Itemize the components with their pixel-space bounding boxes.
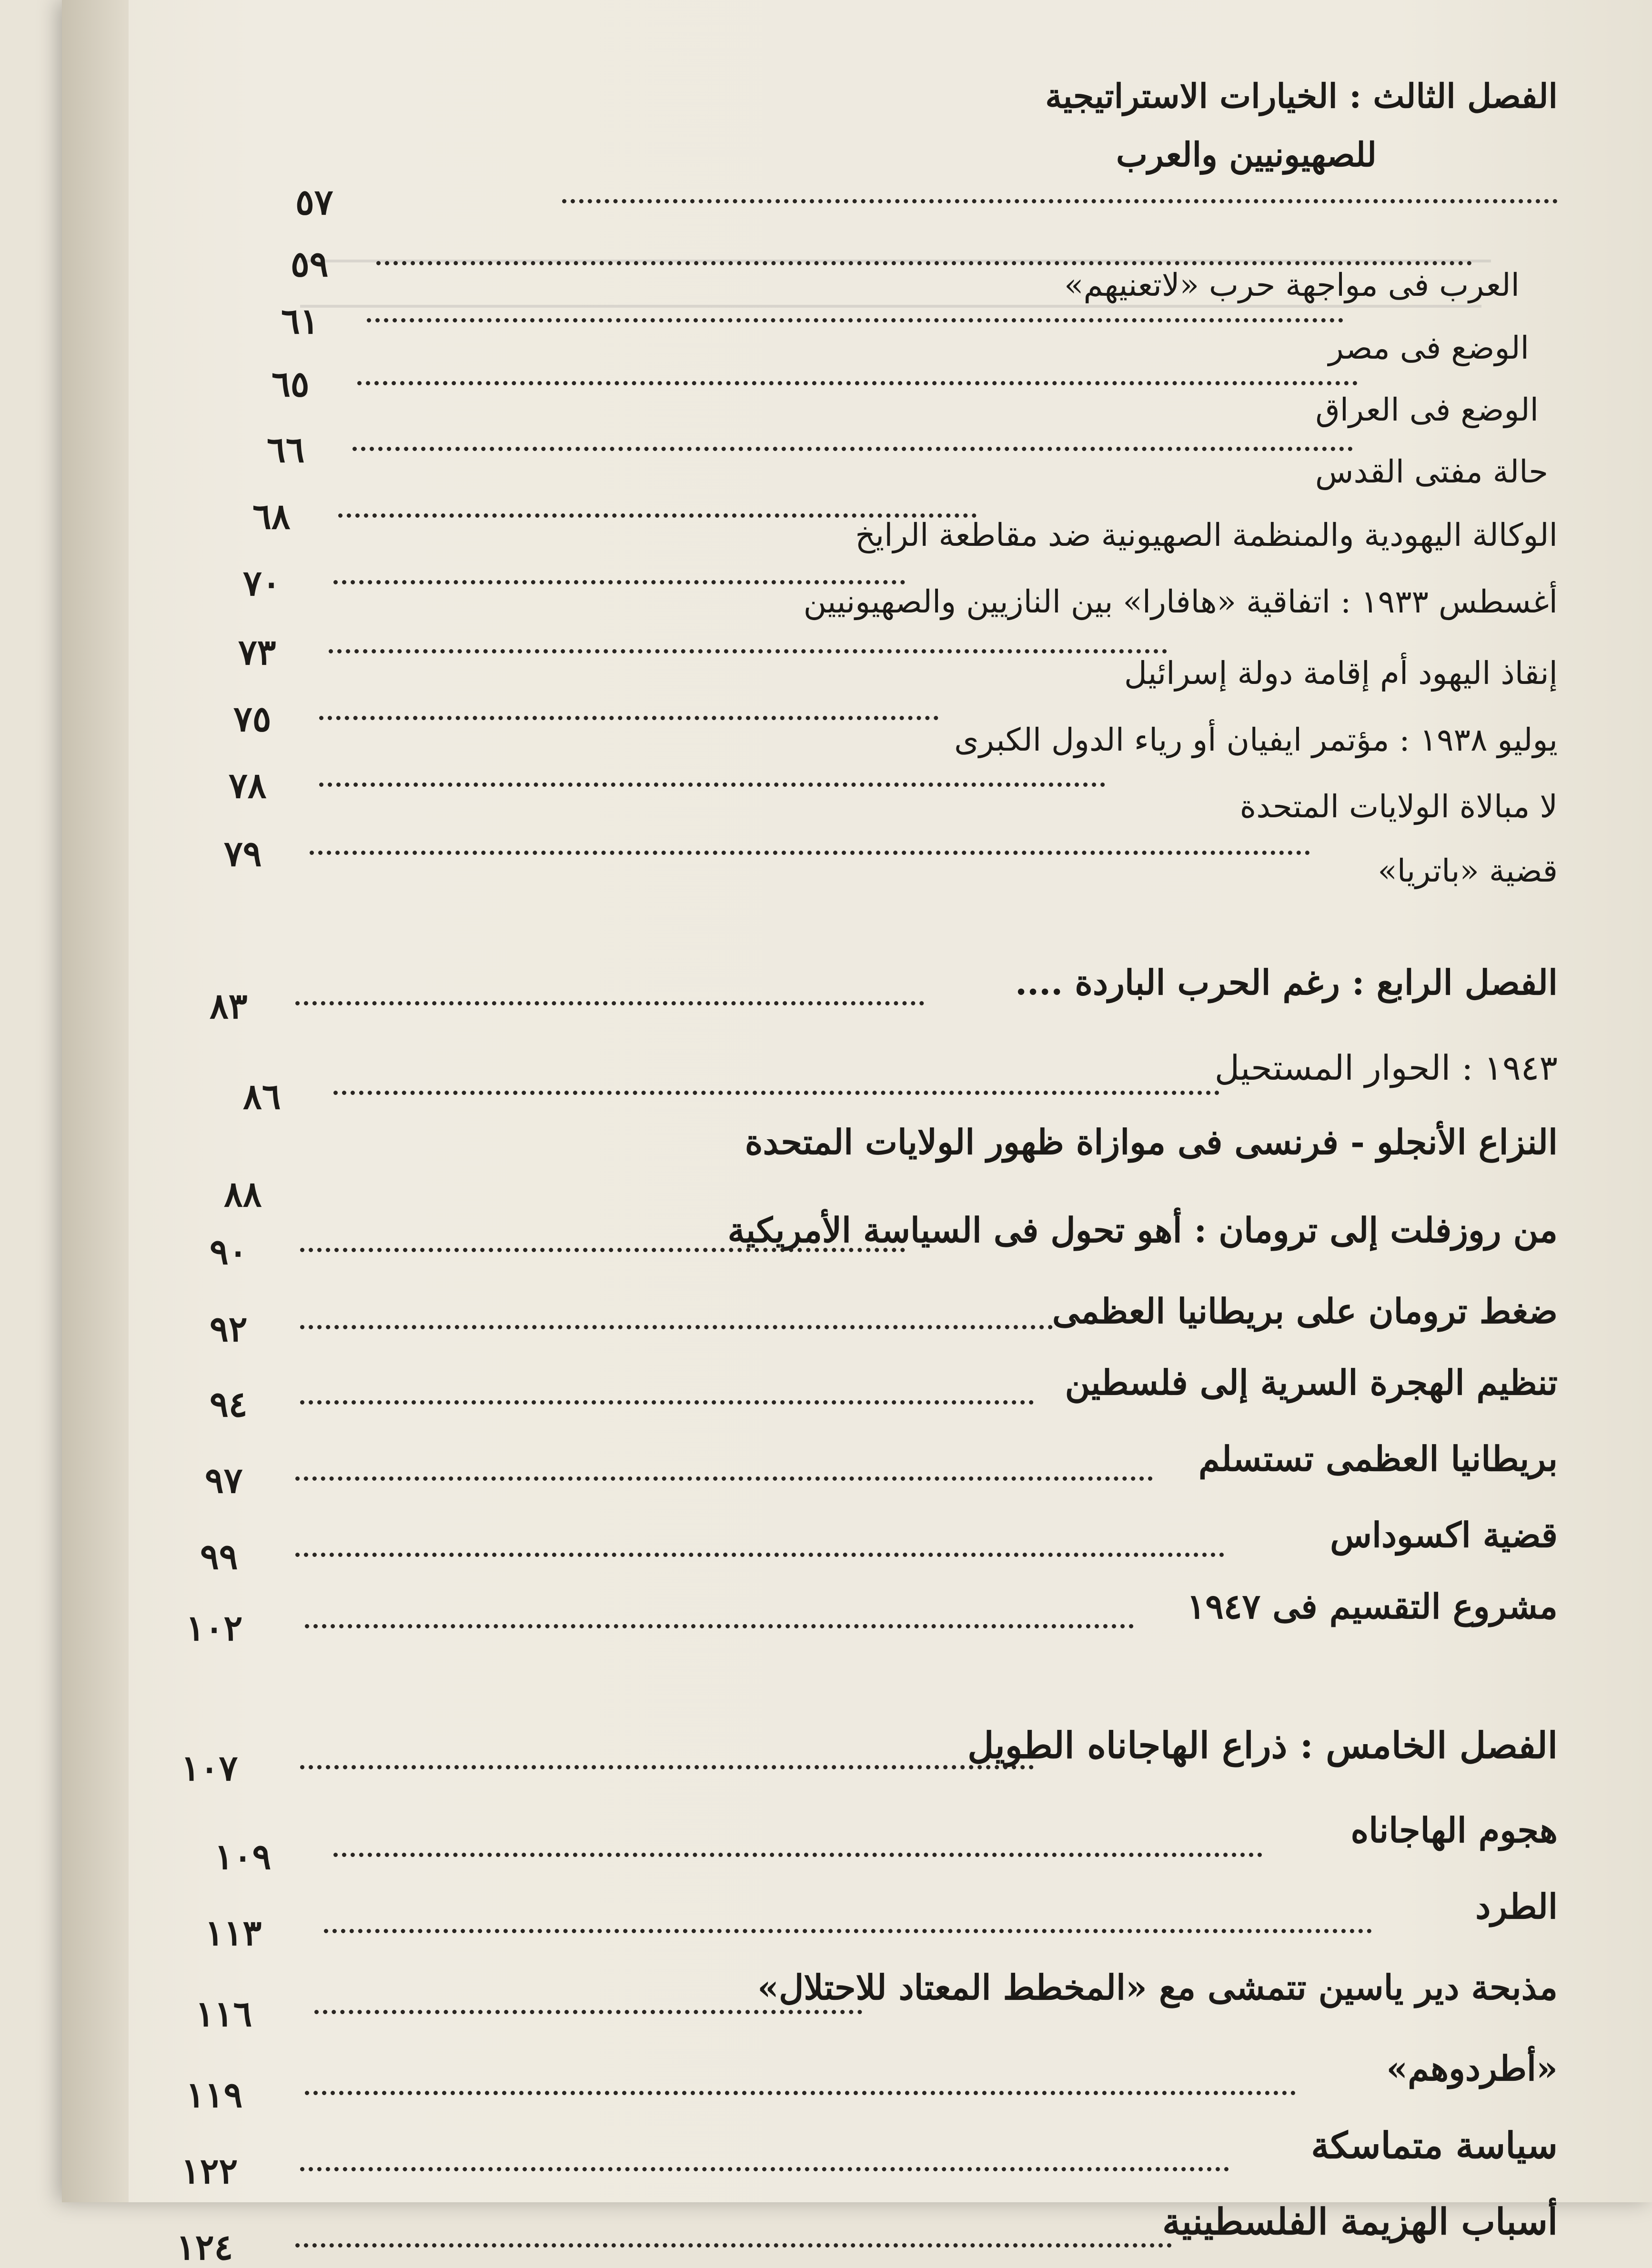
page-number: ١١٩ [186, 2075, 243, 2116]
leader-dots [353, 442, 1353, 451]
entry-title: إنقاذ اليهود أم إقامة دولة إسرائيل [1124, 655, 1558, 692]
leader-dots [338, 509, 977, 518]
page-number: ٨٣ [210, 986, 248, 1027]
entry-title: بريطانيا العظمى تستسلم [1199, 1438, 1558, 1479]
entry-title: الوكالة اليهودية والمنظمة الصهيونية ضد مقاطعة الرايخ [855, 517, 1558, 553]
page-number: ١٠٢ [186, 1608, 243, 1649]
page-number: ١١٦ [195, 1994, 252, 2035]
entry-title: قضية «باتريا» [1378, 853, 1558, 889]
leader-dots [305, 2086, 1296, 2095]
entry-title: الوضع فى العراق [1315, 391, 1539, 428]
page-number: ١٢٢ [181, 2151, 238, 2192]
leader-dots [295, 1548, 1224, 1557]
toc-entry [210, 1362, 1558, 1425]
page-number: ٩٤ [210, 1384, 248, 1425]
toc-entry [195, 1967, 1558, 2035]
entry-title: النزاع الأنجلو - فرنسى فى موازاة ظهور الولايات المتحدة [745, 1122, 1558, 1162]
page-number: ٩٧ [205, 1460, 243, 1501]
leader-dots [319, 778, 1105, 787]
page-number: ٦١ [281, 301, 319, 342]
page-number: ٧٨ [229, 765, 267, 806]
page-number: ١٠٧ [181, 1748, 238, 1789]
page-number: ٦٨ [252, 496, 291, 537]
toc-entry [210, 1291, 1558, 1348]
toc-entry [186, 1586, 1558, 1649]
entry-title: هجوم الهاجاناه [1350, 1810, 1558, 1850]
toc-entry-trailing [224, 833, 1558, 894]
entry-title: يوليو ١٩٣٨ : مؤتمر ايفيان أو رياء الدول الكبرى [954, 722, 1558, 758]
leader-dots [300, 1395, 1034, 1405]
page-number: ٩٠ [210, 1232, 248, 1273]
leader-dots [310, 846, 1310, 855]
entry-title: الطرد [1475, 1886, 1558, 1927]
leader-dots [333, 1848, 1262, 1857]
page-gutter-shadow [62, 0, 129, 2202]
leader-dots [300, 1320, 1053, 1329]
leader-dots [367, 313, 1343, 322]
page-number: ٧٣ [238, 632, 276, 673]
page-number: ٥٩ [291, 244, 329, 285]
toc-entry [243, 1048, 1558, 1117]
leader-dots [324, 1924, 1372, 1933]
page-number: ٩٢ [210, 1309, 248, 1350]
entry-title: الوضع فى مصر [1328, 330, 1529, 366]
leader-dots [300, 1760, 1034, 1769]
page-number: ١٠٩ [214, 1836, 272, 1877]
entry-title: العرب فى مواجهة حرب «لاتعنيهم» [1064, 267, 1520, 303]
page-number: ٧٥ [233, 699, 272, 740]
page-number: ١١٣ [205, 1913, 262, 1954]
leader-dots [333, 1086, 1219, 1095]
page-number: ٨٦ [243, 1076, 281, 1117]
page-number: ٦٦ [267, 430, 305, 471]
leader-dots [300, 2162, 1229, 2171]
page-number: ١٢٤ [176, 2227, 233, 2268]
toc-entry [181, 2124, 1558, 2192]
leader-dots [295, 996, 924, 1005]
toc-entry [186, 2048, 1558, 2116]
toc-entry [224, 1122, 1558, 1215]
toc-entry [210, 1210, 1558, 1273]
page-number: ٦٥ [272, 364, 310, 405]
entry-title: ضغط ترومان على بريطانيا العظمى [1052, 1291, 1558, 1331]
entry-title: أسباب الهزيمة الفلسطينية [1162, 2200, 1558, 2243]
page-number: ٧٩ [224, 833, 262, 874]
page-number: ٥٧ [295, 182, 333, 223]
chapter-4-heading [210, 962, 1558, 1027]
leader-dots [295, 2238, 1172, 2248]
leader-dots [562, 194, 1558, 203]
entry-title: ١٩٤٣ : الحوار المستحيل [1214, 1048, 1558, 1088]
book-page [62, 0, 1652, 2268]
chapter-5-heading-text: الفصل الخامس : ذراع الهاجاناه الطويل [967, 1724, 1558, 1766]
chapter-3-heading-line1: الفصل الثالث : الخيارات الاستراتيجية [1045, 76, 1558, 116]
leader-dots [376, 256, 1472, 265]
chapter-5-heading [181, 1724, 1558, 1789]
entry-title: مذبحة دير ياسين تتمشى مع «المخطط المعتاد للاحتلال» [757, 1967, 1558, 2007]
entry-title: قضية اكسوداس [1330, 1515, 1558, 1555]
chapter-4-heading-text: الفصل الرابع : رغم الحرب الباردة .... [1015, 962, 1558, 1003]
page-number: ٧٠ [243, 563, 281, 604]
leader-dots [357, 376, 1358, 385]
toc-entry [176, 2200, 1558, 2268]
leader-dots [295, 1472, 1153, 1481]
entry-title: سياسة متماسكة [1311, 2124, 1558, 2167]
leader-dots [329, 644, 1167, 653]
page-number: ٨٨ [224, 1174, 262, 1215]
chapter-3-heading-line2: للصهيونيين والعرب [1116, 135, 1377, 174]
leader-dots [300, 1243, 905, 1252]
entry-title: لا مبالاة الولايات المتحدة [1239, 788, 1558, 825]
leader-dots [314, 2005, 862, 2014]
entry-title: مشروع التقسيم فى ١٩٤٧ [1187, 1586, 1558, 1626]
entry-title: أغسطس ١٩٣٣ : اتفاقية «هافارا» بين النازيين والصهيونيين [803, 583, 1558, 620]
entry-title: من روزفلت إلى ترومان : أهو تحول فى السياسة الأمريكية [727, 1210, 1558, 1250]
leader-dots [305, 1619, 1134, 1628]
toc-entry [214, 1810, 1558, 1877]
toc-entry [200, 1515, 1558, 1577]
toc-entry [205, 1886, 1558, 1954]
chapter-3-heading [1045, 76, 1558, 174]
leader-dots [333, 575, 905, 584]
toc-entry [205, 1438, 1558, 1501]
leader-dots [319, 711, 938, 720]
entry-title: «أطردوهم» [1386, 2048, 1558, 2088]
entry-title: تنظيم الهجرة السرية إلى فلسطين [1065, 1362, 1558, 1403]
entry-title: حالة مفتى القدس [1315, 453, 1548, 490]
page-number: ٩٩ [200, 1536, 238, 1577]
